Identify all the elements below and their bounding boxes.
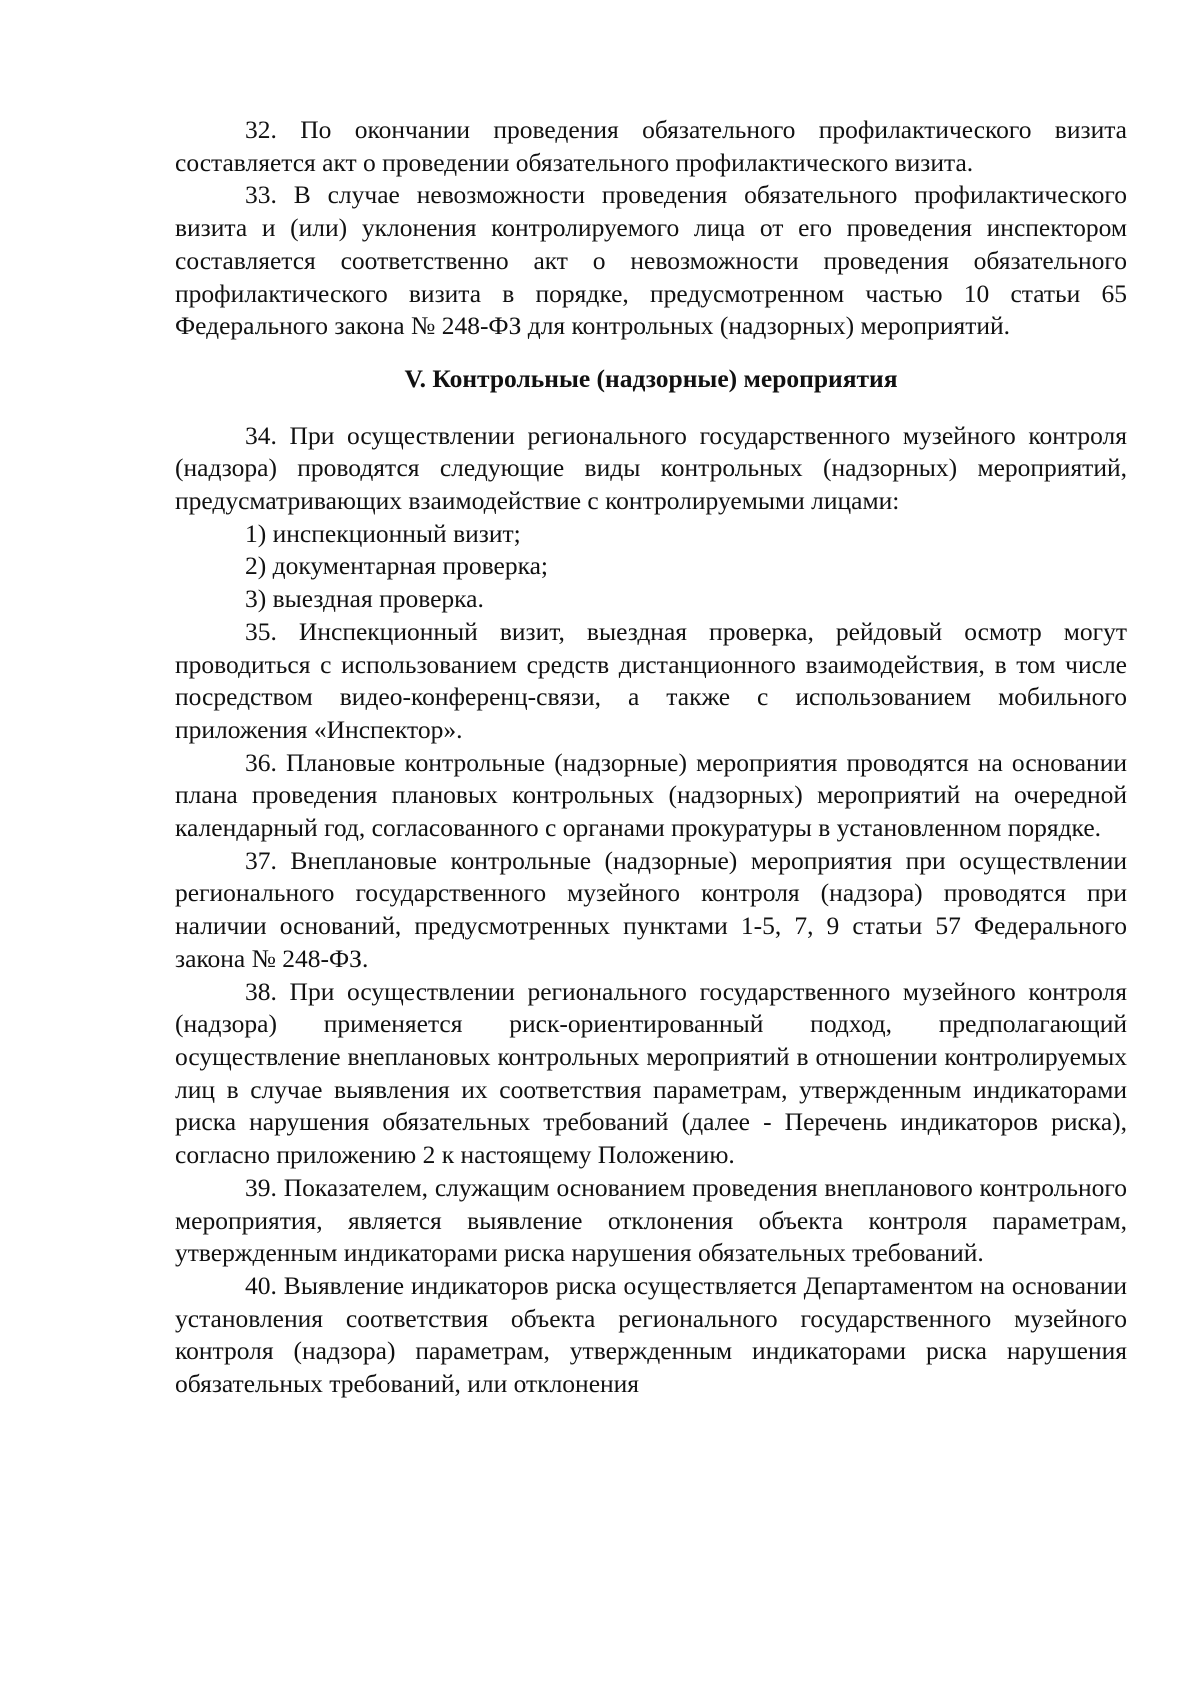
paragraph-40: 40. Выявление индикаторов риска осуществляется Департаментом на основании установления соответствия объекта регионального государственного музейного контроля (надзора) параметрам, утвержденным индикаторами риска нарушения обязательных требований, или отклонения bbox=[175, 1270, 1127, 1399]
section-heading: V. Контрольные (надзорные) мероприятия bbox=[404, 363, 898, 393]
list-item: 3) выездная проверка. bbox=[245, 584, 484, 614]
paragraph-36: 36. Плановые контрольные (надзорные) мероприятия проводятся на основании плана проведения плановых контрольных (надзорных) мероприятий на очередной календарный год, согласованного с органами прокуратуры в установленном порядке. bbox=[175, 747, 1127, 843]
paragraph-35: 35. Инспекционный визит, выездная проверка, рейдовый осмотр могут проводиться с использованием средств дистанционного взаимодействия, в том числе посредством видео-конференц-связи, а также с использованием мобильного приложения «Инспектор». bbox=[175, 616, 1127, 744]
document-body bbox=[175, 114, 1127, 1401]
paragraph-34: 34. При осуществлении регионального государственного музейного контроля (надзора) проводятся следующие виды контрольных (надзорных) мероприятий, предусматривающих взаимодействие с контролируемыми лицами: bbox=[175, 420, 1127, 516]
paragraph-37: 37. Внеплановые контрольные (надзорные) мероприятия при осуществлении регионального государственного музейного контроля (надзора) проводятся при наличии оснований, предусмотренных пунктами 1-5, 7, 9 статьи 57 Федерального закона № 248-ФЗ. bbox=[175, 845, 1127, 973]
paragraph-38: 38. При осуществлении регионального государственного музейного контроля (надзора) применяется риск-ориентированный подход, предполагающий осуществление внеплановых контрольных мероприятий в отношении контролируемых лиц в случае выявления их соответствия параметрам, утвержденным индикаторами риска нарушения обязательных требований (далее - Перечень индикаторов риска), согласно приложению 2 к настоящему Положению. bbox=[175, 976, 1127, 1170]
paragraph-39: 39. Показателем, служащим основанием проведения внепланового контрольного мероприятия, является выявление отклонения объекта контроля параметрам, утвержденным индикаторами риска нарушения обязательных требований. bbox=[175, 1172, 1127, 1268]
list-item: 1) инспекционный визит; bbox=[245, 518, 521, 548]
paragraph-33: 33. В случае невозможности проведения обязательного профилактического визита и (или) уклонения контролируемого лица от его проведения инспектором составляется соответственно акт о невозможности проведения обязательного профилактического визита в порядке, предусмотренном частью 10 статьи 65 Федерального закона № 248-ФЗ для контрольных (надзорных) мероприятий. bbox=[175, 180, 1127, 341]
paragraph-32: 32. По окончании проведения обязательного профилактического визита составляется акт о проведении обязательного профилактического визита. bbox=[175, 115, 1127, 177]
list-item: 2) документарная проверка; bbox=[245, 551, 548, 581]
